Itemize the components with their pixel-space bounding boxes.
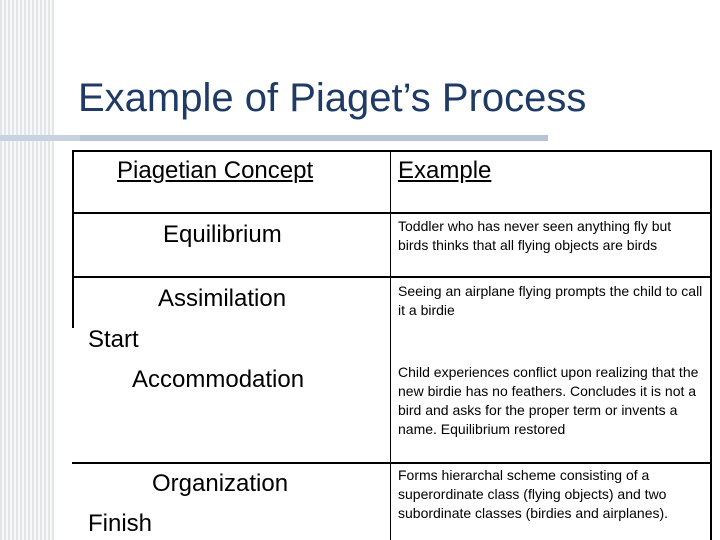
- column-header-example: Example: [398, 157, 492, 184]
- table-border-top: [72, 150, 712, 152]
- example-accommodation: Child experiences conflict upon realizing that the new birdie has no feathers. Concludes it is not a bird and asks for the proper term or invents a name. Equilibrium restored: [398, 364, 699, 437]
- title-underline: [0, 135, 548, 141]
- slide-title: Example of Piaget’s Process: [78, 76, 587, 120]
- row-rule-1: [72, 276, 712, 278]
- example-equilibrium: Toddler who has never seen anything fly but birds thinks that all flying objects are birds: [398, 218, 672, 253]
- concept-equilibrium: Equilibrium: [163, 221, 282, 248]
- example-organization: Forms hierarchal scheme consisting of a superordinate class (flying objects) and two subordinate classes (birdies and airplanes).: [398, 467, 669, 521]
- decorative-stripes: [0, 0, 54, 540]
- table-border-right: [710, 150, 712, 540]
- row-rule-3: [72, 462, 712, 464]
- start-label: Start: [88, 326, 139, 353]
- table-divider: [390, 150, 391, 540]
- table-border-left-lower: [72, 212, 74, 328]
- concept-accommodation: Accommodation: [132, 366, 305, 393]
- concept-assimilation: Assimilation: [158, 285, 287, 312]
- example-assimilation: Seeing an airplane flying prompts the child to call it a birdie: [398, 283, 703, 318]
- finish-label: Finish: [88, 510, 153, 537]
- column-header-concept: Piagetian Concept: [117, 157, 314, 184]
- table-border-left: [72, 150, 74, 212]
- header-rule: [72, 212, 712, 214]
- concept-organization: Organization: [152, 470, 289, 497]
